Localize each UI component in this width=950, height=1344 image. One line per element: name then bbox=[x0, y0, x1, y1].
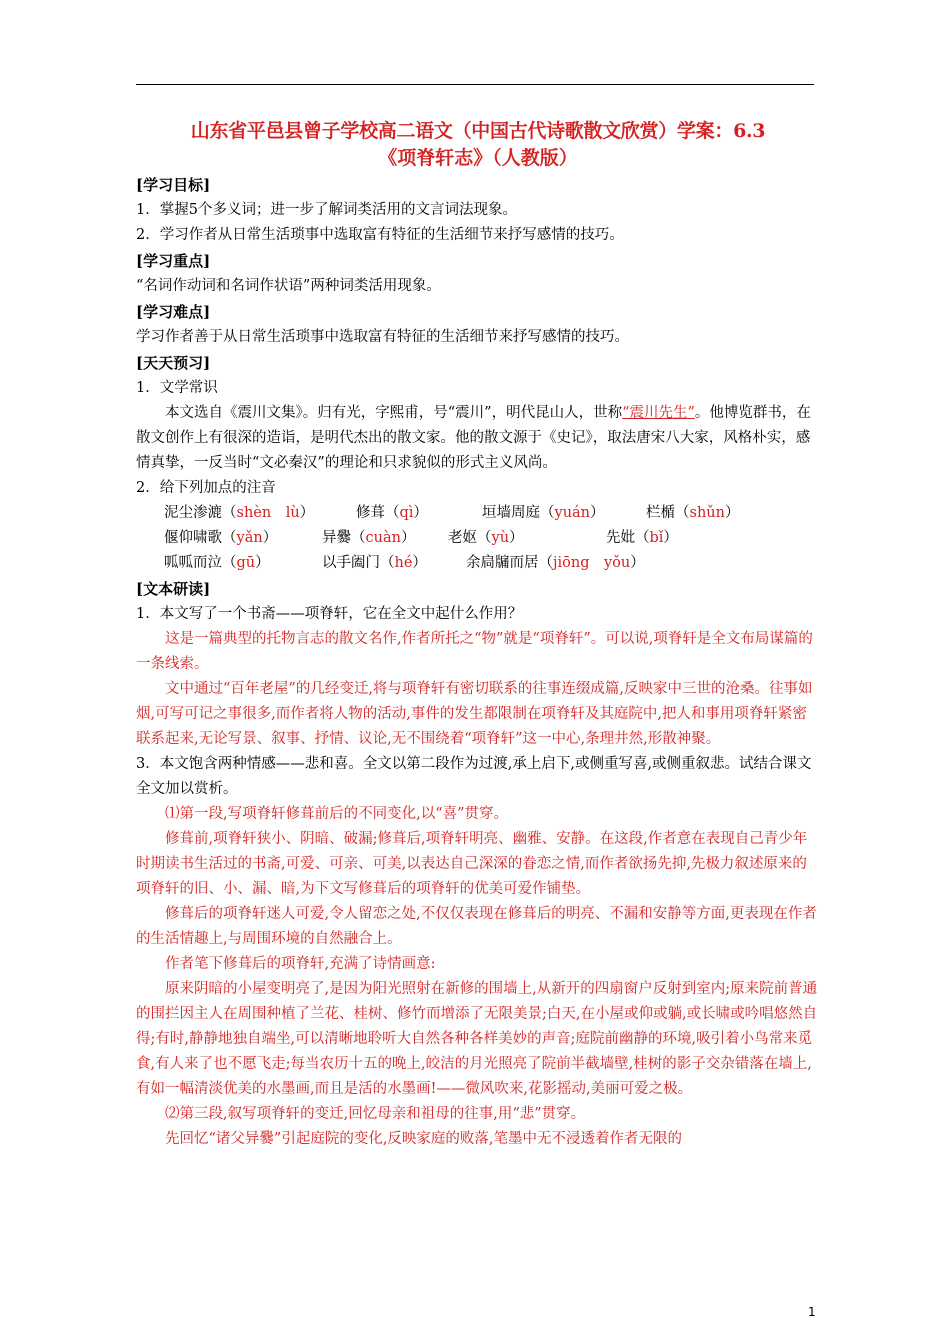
note-item: 呱呱而泣（gū） bbox=[164, 555, 270, 571]
note-item: 先妣（bǐ） bbox=[606, 530, 678, 546]
header-rule bbox=[136, 84, 814, 85]
answer-3-paragraph-1: ⑴第一段,写项脊轩修葺前后的不同变化,以“喜”贯穿。 bbox=[165, 806, 509, 822]
document-title bbox=[136, 118, 820, 172]
question-1: 1．本文写了一个书斋——项脊轩，它在全文中起什么作用？ bbox=[136, 606, 523, 622]
goal-1: 1．掌握5个多义词；进一步了解词类活用的文言词法现象。 bbox=[136, 202, 517, 218]
answer-1-paragraph-2: 文中通过“百年老屋”的几经变迁,将与项脊轩有密切联系的往事连缀成篇,反映家中三世的沧桑。往事如烟,可写可记之事很多,而作者将人物的活动,事件的发生都限制在项脊轩及其庭院中,把人和事用项脊轩紧密联系起来,无论写景、叙事、抒情、议论,无不围绕着“项脊轩”这一中心,条理井然,形散神聚。 bbox=[136, 681, 813, 747]
answer-1-paragraph-1: 这是一篇典型的托物言志的散文名作,作者所托之“物”就是“项脊轩”。可以说,项脊轩是全文布局谋篇的一条线索。 bbox=[136, 631, 813, 672]
note-item: 偃仰啸歌（yǎn） bbox=[164, 530, 278, 546]
goal-2: 2．学习作者从日常生活琐事中选取富有特征的生活细节来抒写感情的技巧。 bbox=[136, 227, 624, 243]
notes-row-2 bbox=[136, 526, 820, 551]
note-item: 异爨（cuàn） bbox=[322, 530, 416, 546]
section-preview-heading: [天天预习] bbox=[136, 354, 211, 372]
note-item: 栏楯（shǔn） bbox=[646, 505, 740, 521]
note-item: 修葺（qì） bbox=[356, 505, 428, 521]
notes-row-3 bbox=[136, 551, 820, 576]
page-number: 1 bbox=[808, 1305, 816, 1319]
question-3: 3．本文饱含两种情感——悲和喜。全文以第二段作为过渡,承上启下,或侧重写喜,或侧重叙悲。试结合课文全文加以赏析。 bbox=[136, 756, 812, 797]
zhenchuan-xiansheng-link: “震川先生” bbox=[622, 405, 695, 421]
key-point: “名词作动词和名词作状语”两种词类活用现象。 bbox=[136, 278, 441, 294]
answer-3-paragraph-4: 作者笔下修葺后的项脊轩,充满了诗情画意: bbox=[165, 956, 436, 972]
preview-item-1-heading: 1．文学常识 bbox=[136, 380, 218, 396]
note-item: 泥尘渗漉（shèn lù） bbox=[164, 505, 315, 521]
section-goals-heading: [学习目标] bbox=[136, 176, 211, 194]
section-key-heading: [学习重点] bbox=[136, 252, 211, 270]
title-line-2: 《项脊轩志》（人教版） bbox=[378, 147, 578, 169]
answer-3-paragraph-5: 原来阴暗的小屋变明亮了,是因为阳光照射在新修的围墙上,从新开的四扇窗户反射到室内;原来院前普通的围拦因主人在周围种植了兰花、桂树、修竹而增添了无限美景;白天,在小屋或仰或躺,或长啸或吟唱悠然自得;有时,静静地独自端坐,可以清晰地聆听大自然各种各样美妙的声音;庭院前幽静的环境,吸引着小鸟常来觅食,有人来了也不愿飞走;每当农历十五的晚上,皎洁的月光照亮了院前半截墙壁,桂树的影子交杂错落在墙上,有如一幅清淡优美的水墨画,而且是活的水墨画!——微风吹来,花影摇动,美丽可爱之极。 bbox=[136, 981, 818, 1097]
answer-3-paragraph-3: 修葺后的项脊轩迷人可爱,令人留恋之处,不仅仅表现在修葺后的明亮、不漏和安静等方面,更表现在作者的生活情趣上,与周围环境的自然融合上。 bbox=[136, 906, 817, 947]
answer-3-paragraph-2: 修葺前,项脊轩狭小、阴暗、破漏;修葺后,项脊轩明亮、幽雅、安静。在这段,作者意在表现自己青少年时期读书生活过的书斋,可爱、可亲、可美,以表达自己深深的眷恋之情,而作者欲扬先抑,先极力叙述原来的项脊轩的旧、小、漏、暗,为下文写修葺后的项脊轩的优美可爱作铺垫。 bbox=[136, 831, 808, 897]
preview-item-2-heading: 2．给下列加点的注音 bbox=[136, 480, 276, 496]
difficulty-point: 学习作者善于从日常生活琐事中选取富有特征的生活细节来抒写感情的技巧。 bbox=[136, 329, 629, 345]
note-item: 以手阖门（hé） bbox=[322, 555, 427, 571]
note-item: 垣墙周庭（yuán） bbox=[482, 505, 605, 521]
literary-knowledge-paragraph: 本文选自《震川文集》。归有光，字熙甫，号“震川”，明代昆山人，世称“震川先生”。他博览群书，在散文创作上有很深的造诣，是明代杰出的散文家。他的散文源于《史记》，取法唐宋八大家，风格朴实，感情真挚，一反当时“文必秦汉”的理论和只求貌似的形式主义风尚。 bbox=[136, 405, 811, 471]
answer-3-paragraph-6: ⑵第三段,叙写项脊轩的变迁,回忆母亲和祖母的往事,用“悲”贯穿。 bbox=[165, 1106, 586, 1122]
section-study-heading: [文本研读] bbox=[136, 580, 211, 598]
notes-row-1 bbox=[136, 501, 820, 526]
section-difficulty-heading: [学习难点] bbox=[136, 303, 211, 321]
answer-3-paragraph-7: 先回忆“诸父异爨”引起庭院的变化,反映家庭的败落,笔墨中无不浸透着作者无限的 bbox=[165, 1131, 683, 1147]
pronunciation-notes bbox=[136, 501, 820, 576]
note-item: 余扃牖而居（jiōng yǒu） bbox=[466, 555, 645, 571]
note-item: 老妪（yù） bbox=[448, 530, 524, 546]
title-line-1: 山东省平邑县曾子学校高二语文（中国古代诗歌散文欣赏）学案：6.3 bbox=[190, 120, 766, 142]
document-page bbox=[136, 118, 820, 1152]
